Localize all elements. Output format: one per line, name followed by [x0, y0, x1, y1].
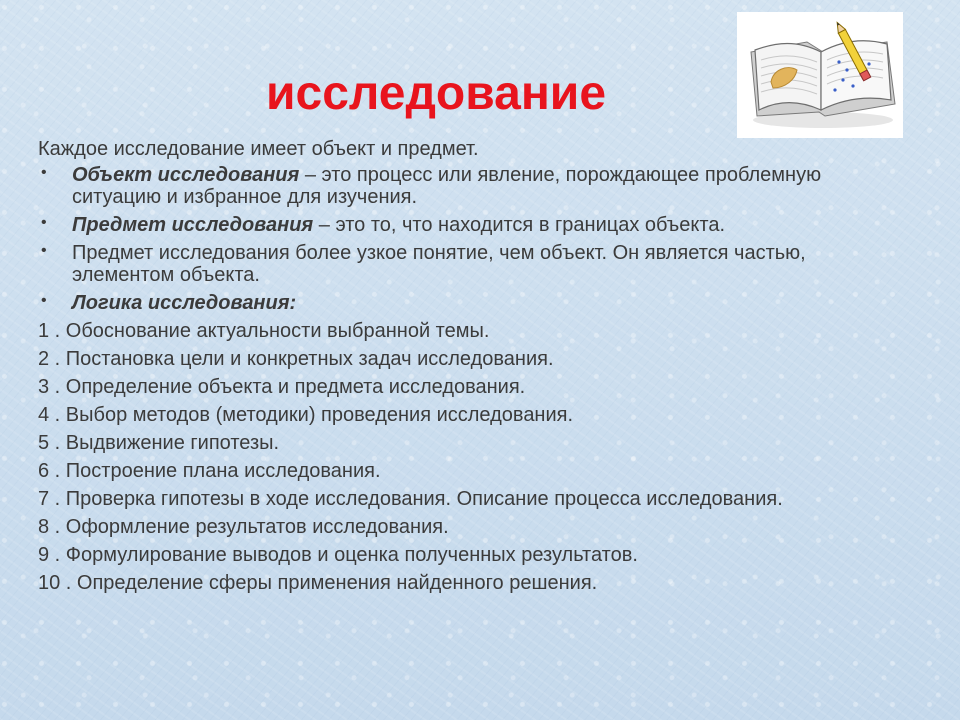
list-item: 4 . Выбор методов (методики) проведения исследования.: [38, 404, 574, 426]
subject-vs-object-text: Предмет исследования более узкое понятие, чем объект. Он является частью, элементом объекта.: [72, 242, 806, 286]
bullet-marker: •: [41, 164, 47, 181]
slide-title: исследование: [266, 67, 607, 120]
definition-object: – это процесс или явление, порождающее проблемную ситуацию и избранное для изучения.: [72, 164, 822, 208]
list-item: 9 . Формулирование выводов и оценка полученных результатов.: [38, 544, 638, 566]
term-subject: Предмет исследования: [72, 214, 314, 236]
term-research-logic: Логика исследования:: [72, 292, 297, 314]
list-item: 1 . Обоснование актуальности выбранной темы.: [38, 320, 490, 342]
research-steps-list: [38, 320, 898, 594]
open-book-with-pencil-icon: [737, 12, 903, 138]
bullet-object-definition: [38, 164, 898, 208]
bullet-research-logic: [38, 292, 898, 314]
definition-subject: – это то, что находится в границах объекта.: [313, 214, 726, 236]
intro-text: Каждое исследование имеет объект и предмет.: [38, 138, 479, 160]
bullet-subject-definition: [38, 214, 898, 236]
bullet-marker: •: [41, 214, 47, 231]
list-item: 7 . Проверка гипотезы в ходе исследования. Описание процесса исследования.: [38, 488, 783, 510]
bullet-marker: •: [41, 292, 47, 309]
bullet-subject-vs-object: [38, 242, 898, 286]
list-item: 10 . Определение сферы применения найденного решения.: [38, 572, 598, 594]
list-item: 8 . Оформление результатов исследования.: [38, 516, 449, 538]
list-item: 2 . Постановка цели и конкретных задач исследования.: [38, 348, 554, 370]
term-object: Объект исследования: [72, 164, 300, 186]
list-item: 5 . Выдвижение гипотезы.: [38, 432, 280, 454]
bullet-marker: •: [41, 242, 47, 259]
list-item: 3 . Определение объекта и предмета исследования.: [38, 376, 526, 398]
list-item: 6 . Построение плана исследования.: [38, 460, 381, 482]
slide-body: [38, 138, 898, 600]
